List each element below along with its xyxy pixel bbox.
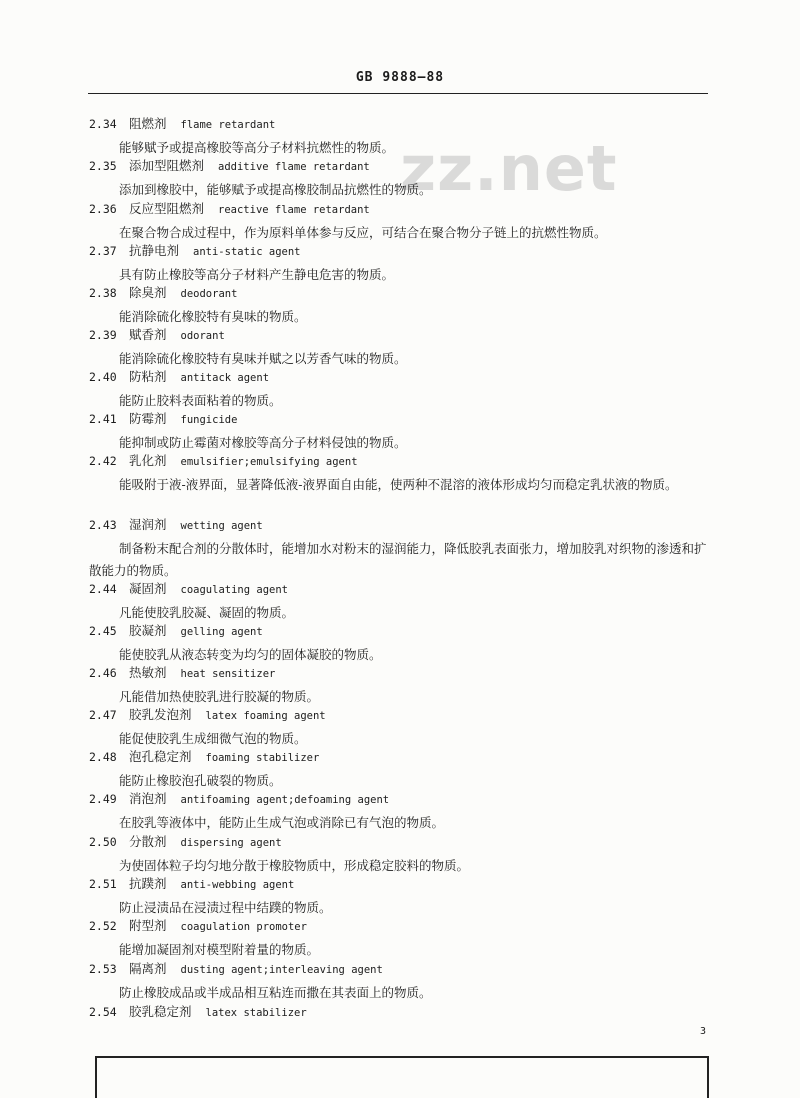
term-definition: 制备粉末配合剂的分散体时，能增加水对粉末的湿润能力，降低胶乳表面张力，增加胶乳对织物的渗透和扩散能力的物质。 (89, 541, 707, 578)
term-chinese: 胶乳稳定剂 (129, 1004, 192, 1019)
term-heading (89, 707, 326, 724)
term-heading (89, 285, 237, 302)
term-chinese: 反应型阻燃剂 (129, 201, 205, 216)
term-heading (89, 411, 237, 428)
term-heading (89, 243, 300, 260)
term-heading (89, 517, 263, 534)
term-chinese: 分散剂 (129, 834, 167, 849)
term-english: dispersing agent (180, 837, 282, 849)
term-definition: 凡能使胶乳胶凝、凝固的物质。 (119, 605, 295, 620)
term-number: 2.49 (89, 792, 117, 806)
term-english: antifoaming agent;defoaming agent (180, 794, 390, 806)
header-rule (88, 93, 708, 94)
footer-frame (95, 1056, 709, 1098)
term-number: 2.42 (89, 454, 117, 468)
document-header: GB 9888—88 (355, 70, 445, 85)
term-chinese: 湿润剂 (129, 517, 167, 532)
term-number: 2.37 (89, 244, 117, 258)
term-heading (89, 791, 389, 808)
term-number: 2.46 (89, 666, 117, 680)
term-heading (89, 201, 370, 218)
term-definition: 凡能借加热使胶乳进行胶凝的物质。 (119, 689, 320, 704)
term-heading (89, 116, 275, 133)
term-english: heat sensitizer (180, 668, 276, 680)
term-heading (89, 453, 358, 470)
term-heading (89, 918, 307, 935)
term-heading (89, 158, 370, 175)
term-heading (89, 623, 263, 640)
term-chinese: 消泡剂 (129, 791, 167, 806)
term-english: fungicide (180, 414, 238, 426)
term-number: 2.41 (89, 412, 117, 426)
term-heading (89, 369, 269, 386)
term-definition: 能增加凝固剂对模型附着量的物质。 (119, 942, 320, 957)
term-chinese: 胶凝剂 (129, 623, 167, 638)
term-english: antitack agent (180, 372, 270, 384)
term-chinese: 赋香剂 (129, 327, 167, 342)
term-heading (89, 749, 319, 766)
term-chinese: 乳化剂 (129, 453, 167, 468)
term-english: gelling agent (180, 626, 263, 638)
term-definition: 能促使胶乳生成细微气泡的物质。 (119, 731, 307, 746)
term-definition: 能防止橡胶泡孔破裂的物质。 (119, 773, 282, 788)
term-definition: 防止橡胶成品或半成品相互粘连而撒在其表面上的物质。 (119, 985, 432, 1000)
term-heading (89, 327, 225, 344)
term-definition: 为使固体粒子均匀地分散于橡胶物质中，形成稳定胶料的物质。 (119, 858, 470, 873)
term-number: 2.51 (89, 877, 117, 891)
term-chinese: 阻燃剂 (129, 116, 167, 131)
page-number: 3 (700, 1026, 707, 1037)
term-chinese: 防霉剂 (129, 411, 167, 426)
term-number: 2.40 (89, 370, 117, 384)
term-chinese: 热敏剂 (129, 665, 167, 680)
term-definition: 能防止胶料表面粘着的物质。 (119, 393, 282, 408)
term-number: 2.52 (89, 919, 117, 933)
term-definition: 在胶乳等液体中，能防止生成气泡或消除已有气泡的物质。 (119, 815, 445, 830)
term-definition: 防止浸渍品在浸渍过程中结蹼的物质。 (119, 900, 332, 915)
term-chinese: 隔离剂 (129, 961, 167, 976)
term-english: flame retardant (180, 119, 276, 131)
term-number: 2.35 (89, 159, 117, 173)
term-number: 2.38 (89, 286, 117, 300)
term-chinese: 除臭剂 (129, 285, 167, 300)
term-chinese: 凝固剂 (129, 581, 167, 596)
term-definition: 添加到橡胶中，能够赋予或提高橡胶制品抗燃性的物质。 (119, 182, 432, 197)
term-number: 2.47 (89, 708, 117, 722)
term-english: anti-webbing agent (180, 879, 295, 891)
term-english: coagulating agent (180, 584, 288, 596)
term-english: emulsifier;emulsifying agent (180, 456, 358, 468)
term-number: 2.45 (89, 624, 117, 638)
term-chinese: 抗蹼剂 (129, 876, 167, 891)
term-number: 2.43 (89, 518, 117, 532)
term-number: 2.48 (89, 750, 117, 764)
term-definition: 在聚合物合成过程中，作为原料单体参与反应，可结合在聚合物分子链上的抗燃性物质。 (119, 225, 607, 240)
term-chinese: 泡孔稳定剂 (129, 749, 192, 764)
term-definition: 能消除硫化橡胶特有臭味并赋之以芳香气味的物质。 (119, 351, 407, 366)
term-english: wetting agent (180, 520, 263, 532)
term-definition: 能吸附于液-液界面，显著降低液-液界面自由能，使两种不混溶的液体形成均匀而稳定乳状液的物质。 (119, 477, 678, 492)
term-definition: 能抑制或防止霉菌对橡胶等高分子材料侵蚀的物质。 (119, 435, 407, 450)
term-chinese: 胶乳发泡剂 (129, 707, 192, 722)
term-number: 2.34 (89, 117, 117, 131)
term-english: latex foaming agent (205, 710, 326, 722)
term-chinese: 抗静电剂 (129, 243, 180, 258)
term-english: coagulation promoter (180, 921, 307, 933)
term-definition: 能够赋予或提高橡胶等高分子材料抗燃性的物质。 (119, 140, 395, 155)
term-chinese: 附型剂 (129, 918, 167, 933)
term-heading (89, 961, 383, 978)
term-heading (89, 834, 282, 851)
term-definition: 能消除硫化橡胶特有臭味的物质。 (119, 309, 307, 324)
term-english: dusting agent;interleaving agent (180, 964, 383, 976)
term-heading (89, 581, 288, 598)
term-english: foaming stabilizer (205, 752, 320, 764)
watermark: zz.net (400, 132, 618, 205)
term-english: latex stabilizer (205, 1007, 307, 1019)
term-number: 2.53 (89, 962, 117, 976)
term-number: 2.39 (89, 328, 117, 342)
term-number: 2.50 (89, 835, 117, 849)
term-number: 2.36 (89, 202, 117, 216)
term-heading (89, 876, 294, 893)
term-english: reactive flame retardant (218, 204, 370, 216)
term-heading (89, 1004, 307, 1021)
term-number: 2.54 (89, 1005, 117, 1019)
term-heading (89, 665, 275, 682)
term-definition: 具有防止橡胶等高分子材料产生静电危害的物质。 (119, 267, 395, 282)
term-chinese: 防粘剂 (129, 369, 167, 384)
term-definition: 能使胶乳从液态转变为均匀的固体凝胶的物质。 (119, 647, 382, 662)
term-chinese: 添加型阻燃剂 (129, 158, 205, 173)
term-number: 2.44 (89, 582, 117, 596)
term-english: deodorant (180, 288, 238, 300)
term-english: anti-static agent (193, 246, 301, 258)
term-english: additive flame retardant (218, 161, 370, 173)
term-english: odorant (180, 330, 225, 342)
